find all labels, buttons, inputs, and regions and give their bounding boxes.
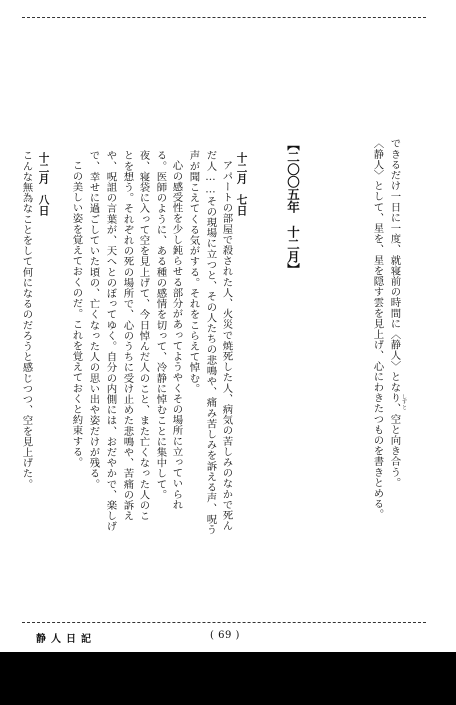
page-number: ( 69 ) [210, 630, 240, 641]
entry-1-line-1: アパートの部屋で殺された人、火災で焼死した人、病気の苦しみのなかで死ん [220, 160, 233, 531]
entry-1-line-5: る。医師のように、ある種の感情を切って、冷静に悼むことに集中して。 [154, 150, 167, 500]
intro-ruby: しずと [401, 394, 407, 410]
entry-1-line-10: この美しい姿を覚えておくのだ。これを覚えておくと約束する。 [70, 160, 83, 468]
entry-1-line-3: 声が聞こえてくる気がする。それをこらえて悼む。 [187, 150, 200, 394]
entry-1-line-2: だ人……その現場に立つと、その人たちの悲鳴や、痛み苦しみを訴える声、呪う [204, 150, 217, 535]
top-dashed-rule [22, 17, 426, 18]
entry-1-line-7: とを想う。それぞれの死の場所で、心のうちに受け止めた悲鳴や、苦痛の訴え [121, 150, 134, 521]
intro-line-1: できるだけ一日に一度、就寝前の時間に〈静人〉となり、空と向き合う。 [388, 138, 401, 488]
entry-date-dec-8: 十二月 八日 [37, 152, 50, 216]
intro-line-2: 〈静人〉として、星を、星を隠す雲を見上げ、心にわきたつものを書きとめる。 [371, 138, 384, 520]
entry-date-dec-7: 十二月 七日 [235, 152, 248, 216]
section-heading: 【二〇〇五年 十二月】 [285, 138, 301, 276]
entry-2-line-1: こんな無為なことをして何になるのだろうと感じつつ、空を見上げた。 [20, 150, 33, 490]
entry-1-line-9: で、幸せに過ごしていた頃の、亡くなった人の思い出や姿だけが残る。 [87, 150, 100, 490]
entry-1-line-4: 心の感受性を少し鈍らせる部分があってようやくその場所に立っていられ [170, 160, 183, 510]
entry-1-line-8: や、呪詛の言葉が、天へとのぼってゆく。自分の内側には、おだやかで、楽しげ [104, 150, 117, 532]
entry-1-line-6: 夜、寝袋に入って空を見上げて、今日悼んだ人のこと、また亡くなった人のこ [137, 150, 150, 521]
running-footer-title: 静人日記 [36, 634, 96, 645]
bottom-dashed-rule [22, 622, 426, 623]
